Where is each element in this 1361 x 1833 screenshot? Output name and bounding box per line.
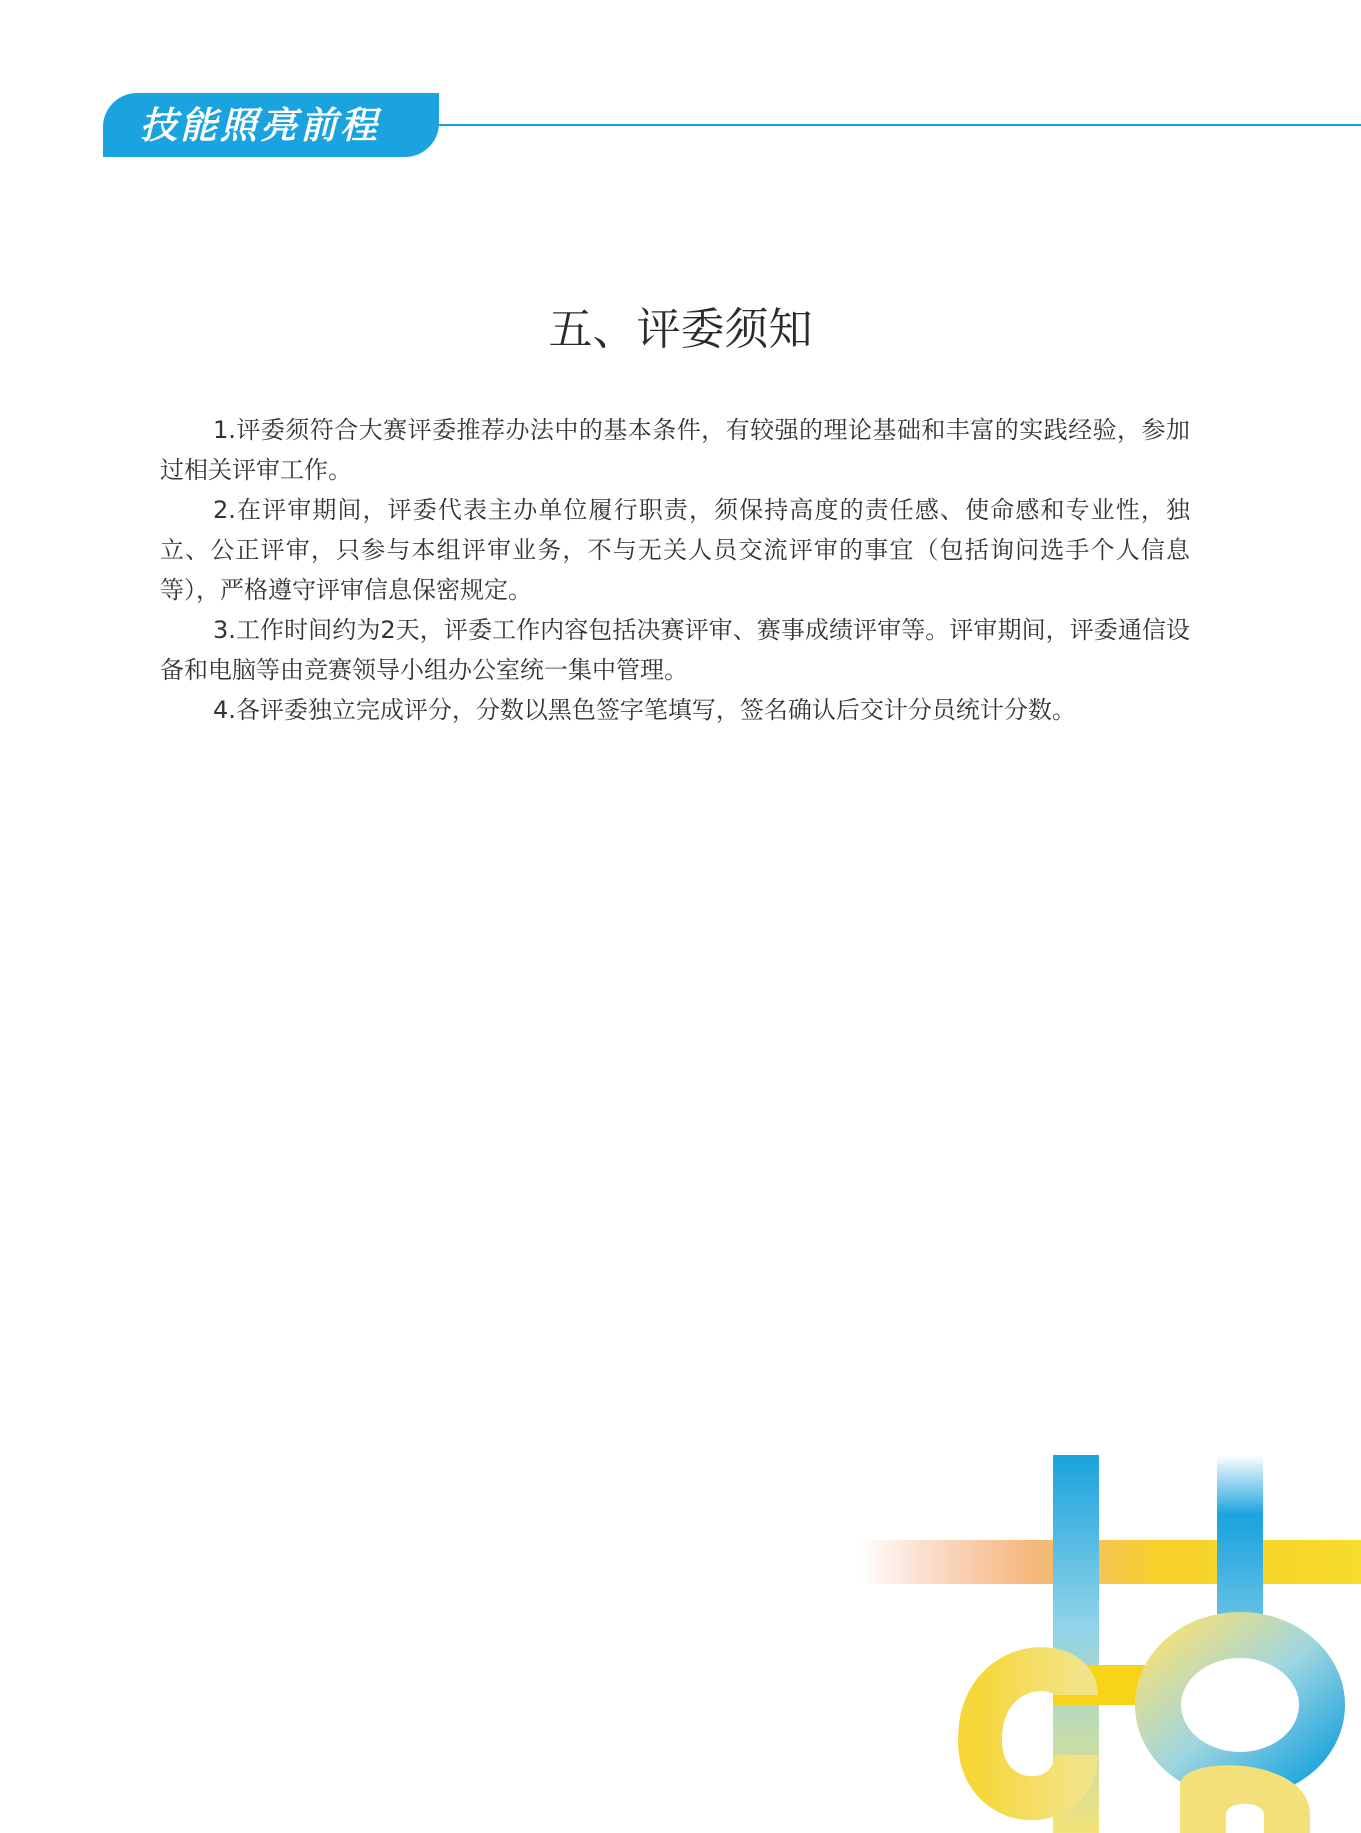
- skill-logo-graphic-icon: [860, 1455, 1361, 1833]
- notice-item-1: 1.评委须符合大赛评委推荐办法中的基本条件，有较强的理论基础和丰富的实践经验，参加过相关评审工作。: [160, 416, 1190, 484]
- header-title: 技能照亮前程: [140, 103, 380, 147]
- notice-list: [160, 410, 1190, 730]
- section-title: 五、评委须知: [548, 304, 813, 355]
- header-divider-line: [433, 124, 1361, 126]
- notice-item-3: 3.工作时间约为2天，评委工作内容包括决赛评审、赛事成绩评审等。评审期间，评委通信设备和电脑等由竞赛领导小组办公室统一集中管理。: [160, 616, 1190, 684]
- notice-item-2: 2.在评审期间，评委代表主办单位履行职责，须保持高度的责任感、使命感和专业性，独立、公正评审，只参与本组评审业务，不与无关人员交流评审的事宜（包括询问选手个人信息等），严格遵守评审信息保密规定。: [160, 496, 1190, 604]
- notice-item-4: 4.各评委独立完成评分，分数以黑色签字笔填写，签名确认后交计分员统计分数。: [213, 696, 1076, 724]
